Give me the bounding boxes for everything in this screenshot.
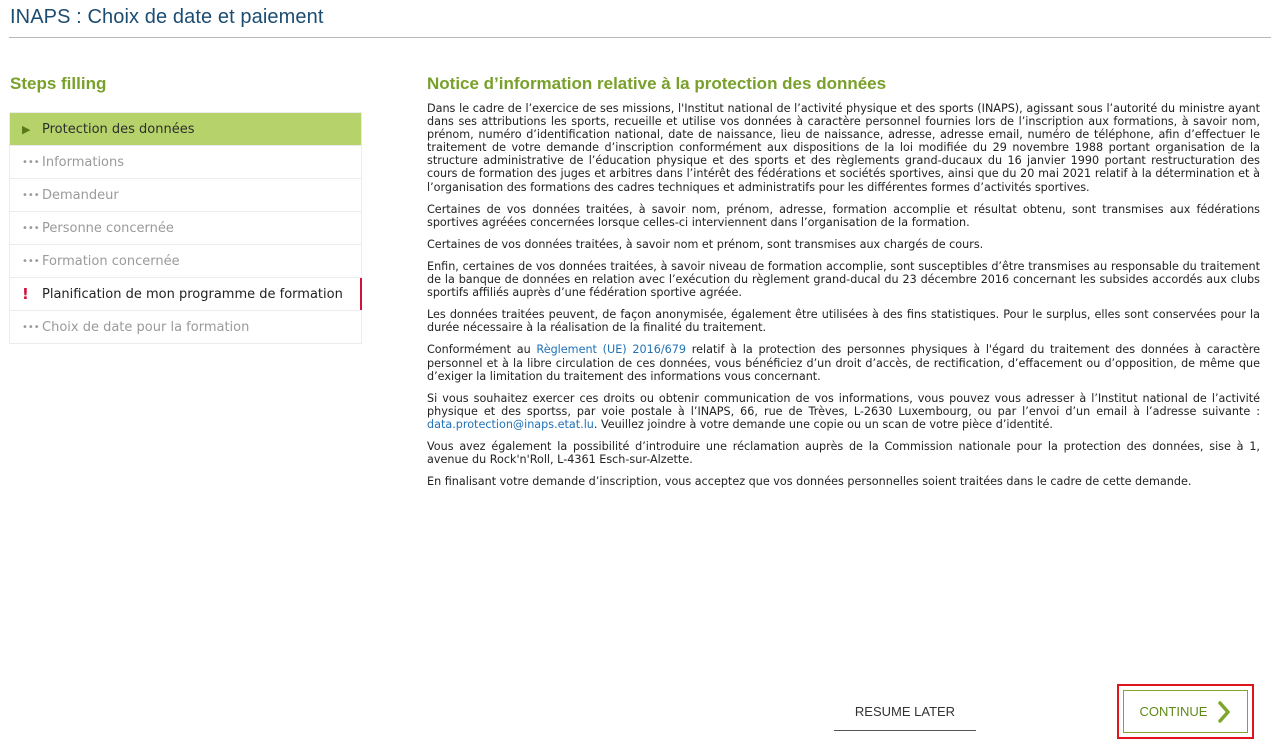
notice-paragraph: Enfin, certaines de vos données traitées, à savoir niveau de formation accomplie, sont susceptibles d’être transmises au responsable du traitement de la banque de données en relation avec l’exécution du règlement grand-ducal du 23 décembre 2016 concernant les subsides accordés aux clubs sportifs affiliés auprès d’une fédération sportive agréée. bbox=[427, 259, 1260, 300]
step-informations[interactable] bbox=[10, 146, 361, 179]
step-label: Informations bbox=[42, 154, 125, 170]
step-demandeur[interactable] bbox=[10, 179, 361, 212]
step-label: Choix de date pour la formation bbox=[42, 319, 250, 335]
notice-body bbox=[427, 102, 1260, 497]
continue-label: CONTINUE bbox=[1139, 704, 1208, 719]
step-protection-des-donnees[interactable] bbox=[10, 113, 361, 146]
triangle-right-icon: ▶ bbox=[22, 122, 31, 136]
dpo-email-link[interactable]: data.protection@inaps.etat.lu bbox=[427, 417, 594, 431]
paragraph-text: Conformément au bbox=[427, 343, 537, 357]
sidebar-title: Steps filling bbox=[10, 74, 107, 93]
step-label: Formation concernée bbox=[42, 253, 180, 269]
notice-paragraph: Vous avez également la possibilité d’introduire une réclamation auprès de la Commission nationale pour la protection des données, sise à 1, avenue du Rock'n'Roll, L-4361 Esch-sur-Alzette. bbox=[427, 439, 1260, 467]
resume-later-button[interactable]: RESUME LATER bbox=[834, 693, 976, 731]
step-label: Protection des données bbox=[42, 121, 195, 137]
notice-title: Notice d’information relative à la protection des données bbox=[427, 74, 887, 93]
notice-paragraph: Certaines de vos données traitées, à savoir nom et prénom, sont transmises aux chargés de cours. bbox=[427, 237, 984, 251]
ellipsis-icon: ••• bbox=[22, 222, 40, 234]
chevron-right-icon bbox=[1217, 701, 1231, 723]
step-planification-programme[interactable] bbox=[10, 278, 361, 311]
page-title: INAPS : Choix de date et paiement bbox=[10, 6, 324, 28]
notice-paragraph: Les données traitées peuvent, de façon anonymisée, également être utilisées à des fins statistiques. Pour le surplus, elles sont conservées pour la durée nécessaire à la réalisation de la finalité du traitement. bbox=[427, 308, 1260, 335]
steps-list bbox=[9, 112, 362, 344]
continue-button[interactable] bbox=[1123, 690, 1248, 733]
step-personne-concernee[interactable] bbox=[10, 212, 361, 245]
ellipsis-icon: ••• bbox=[22, 189, 40, 201]
notice-paragraph: Dans le cadre de l’exercice de ses missions, l'Institut national de l’activité physique et des sports (INAPS), agissant sous l’autorité du ministre ayant dans ses attributions les sports, recueille et utilise vos données à caractère personnel fournies lors de l’inscription aux formations, à savoir nom, prénom, numéro d’identification national, date de naissance, lieu de naissance, adresse, adresse email, numéro de téléphone, afin d’effectuer le traitement de votre demande d’inscription conformément aux dispositions de la loi modifiée du 29 novembre 1988 portant organisation de la structure administrative de l’éducation physique et des sports et des règlements grand-ducaux du 16 janvier 1990 portant restructuration des cours de formation des juges et arbitres dans l’intérêt des fédérations et sociétés sportives, ainsi que du 20 mai 2021 relatif à la détermination et à l’organisation des formations des cadres techniques et administratifs pour les différentes formes d’activités sportives. bbox=[427, 102, 1260, 194]
step-label: Demandeur bbox=[42, 187, 119, 203]
step-choix-de-date[interactable] bbox=[10, 311, 361, 344]
paragraph-text: . Veuillez joindre à votre demande une copie ou un scan de votre pièce d’identité. bbox=[593, 417, 1053, 431]
step-label: Personne concernée bbox=[42, 220, 174, 236]
notice-paragraph: Certaines de vos données traitées, à savoir nom, prénom, adresse, formation accomplie et résultat obtenu, sont transmises aux fédérations sportives agréées concernées lorsque celles-ci interviennent dans l’organisation de la formation. bbox=[427, 202, 1260, 229]
notice-paragraph: En finalisant votre demande d’inscription, vous acceptez que vos données personnelles soient traitées dans le cadre de cette demande. bbox=[427, 475, 1192, 489]
title-divider bbox=[9, 37, 1271, 38]
step-label: Planification de mon programme de formation bbox=[42, 286, 343, 302]
ellipsis-icon: ••• bbox=[22, 255, 40, 267]
notice-paragraph bbox=[427, 343, 1260, 382]
exclamation-icon: ! bbox=[22, 285, 29, 303]
step-formation-concernee[interactable] bbox=[10, 245, 361, 278]
ellipsis-icon: ••• bbox=[22, 321, 40, 333]
paragraph-text: Si vous souhaitez exercer ces droits ou obtenir communication de vos informations, vous pouvez vous adresser à l’Institut national de l’activité physique et des sportss, par voie postale à l’INAPS, 66, rue de Trèves, L-2630 Luxembourg, ou par l’envoi d’un email à l’adresse suivante : bbox=[427, 391, 1260, 418]
continue-highlight-frame bbox=[1117, 684, 1254, 739]
notice-paragraph bbox=[427, 392, 1260, 431]
ellipsis-icon: ••• bbox=[22, 156, 40, 168]
paragraph-text: relatif à la protection des personnes physiques à l'égard du traitement des données à caractère personnel et à la libre circulation de ces données, vous bénéficiez d’un droit d’accès, de rectification, d’effacement ou d’opposition, de même que d’exiger la limitation du traitement des informations vous concernant. bbox=[427, 343, 1261, 383]
gdpr-regulation-link[interactable]: Règlement (UE) 2016/679 bbox=[536, 343, 687, 357]
